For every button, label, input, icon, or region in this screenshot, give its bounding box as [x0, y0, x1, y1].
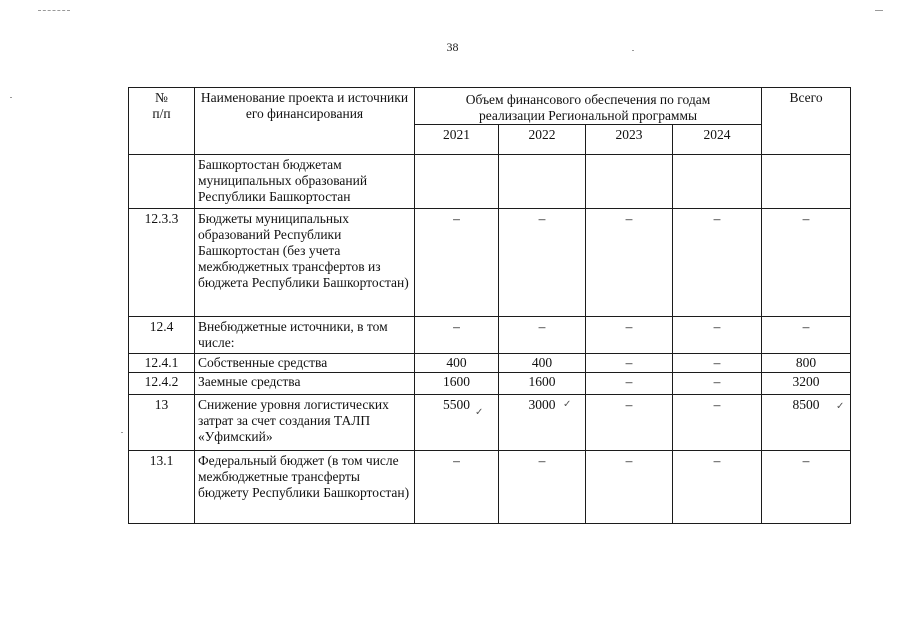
row-value-total: 800 — [762, 354, 851, 373]
header-num — [129, 88, 195, 155]
header-year — [499, 125, 586, 155]
row-value-total: – — [762, 317, 851, 354]
row-name: Внебюджетные источники, в том числе: — [195, 317, 415, 354]
budget-table — [128, 87, 851, 524]
check-mark-icon: ✓ — [836, 401, 845, 412]
row-value-total-cell — [762, 395, 851, 451]
table-row — [129, 209, 851, 317]
header-funding-group-label: Объем финансового обеспечения по годам реализации Региональной программы — [465, 92, 711, 123]
header-year-2022: 2022 — [528, 127, 556, 142]
row-value-2022: 400 — [499, 354, 586, 373]
row-value-2024: – — [673, 317, 762, 354]
row-value-2023: – — [586, 395, 673, 451]
row-value-2023: – — [586, 354, 673, 373]
scan-speck — [10, 97, 12, 98]
row-value-2024 — [673, 155, 762, 209]
table-row — [129, 395, 851, 451]
row-value-2022: – — [499, 209, 586, 317]
row-value-total: – — [762, 451, 851, 524]
row-value-2024: – — [673, 451, 762, 524]
check-mark-icon: ✓ — [563, 399, 572, 410]
row-value-2023: – — [586, 317, 673, 354]
row-num: 12.3.3 — [129, 209, 195, 317]
header-total-label: Всего — [789, 90, 823, 105]
header-year-2024: 2024 — [703, 127, 731, 142]
table-row — [129, 373, 851, 395]
table-row — [129, 451, 851, 524]
header-year-2021: 2021 — [443, 127, 470, 142]
row-name: Заемные средства — [195, 373, 415, 395]
check-mark-icon: ✓ — [475, 407, 484, 418]
row-name: Бюджеты муниципальных образований Республики Башкортостан (без учета межбюджетных трансфертов из бюджета Республики Башкортостан) — [195, 209, 415, 317]
row-value-2021: 400 — [415, 354, 499, 373]
table-row — [129, 317, 851, 354]
row-value-2023: – — [586, 209, 673, 317]
row-value-2021: 5500 — [443, 397, 470, 412]
scan-artifact-dash — [38, 10, 70, 11]
row-num: 13 — [129, 395, 195, 451]
header-total — [762, 88, 851, 155]
row-value-total: – — [762, 209, 851, 317]
header-year — [415, 125, 499, 155]
row-value-2023: – — [586, 373, 673, 395]
row-value-2022: – — [499, 317, 586, 354]
header-funding-group — [415, 88, 762, 125]
row-num: 13.1 — [129, 451, 195, 524]
row-value-total: 8500 — [792, 397, 820, 412]
row-num: 12.4 — [129, 317, 195, 354]
row-value-2021: – — [415, 317, 499, 354]
table-row — [129, 155, 851, 209]
row-num: 12.4.1 — [129, 354, 195, 373]
row-name: Башкортостан бюджетам муниципальных образований Республики Башкортостан — [195, 155, 415, 209]
row-value-2021: 1600 — [415, 373, 499, 395]
header-num-label: № п/п — [152, 90, 171, 121]
header-year — [586, 125, 673, 155]
row-value-2022: 1600 — [499, 373, 586, 395]
header-name-label: Наименование проекта и источники его финансирования — [200, 90, 409, 121]
row-value-2021 — [415, 155, 499, 209]
row-name: Федеральный бюджет (в том числе межбюджетные трансферты бюджету Республики Башкортостан) — [195, 451, 415, 524]
row-value-2022 — [499, 155, 586, 209]
row-value-2023: – — [586, 451, 673, 524]
scan-artifact-dash — [875, 10, 883, 11]
row-value-total — [762, 155, 851, 209]
page-number: 38 — [446, 40, 459, 54]
row-value-2024: – — [673, 354, 762, 373]
header-name — [195, 88, 415, 155]
row-name: Собственные средства — [195, 354, 415, 373]
row-value-2022: 3000 — [528, 397, 556, 412]
row-value-2021: – — [415, 209, 499, 317]
row-value-2022: – — [499, 451, 586, 524]
row-name: Снижение уровня логистических затрат за счет создания ТАЛП «Уфимский» — [195, 395, 415, 451]
row-value-2024: – — [673, 209, 762, 317]
row-value-2021: – — [415, 451, 499, 524]
row-value-2024: – — [673, 395, 762, 451]
row-value-total: 3200 — [762, 373, 851, 395]
header-year — [673, 125, 762, 155]
header-year-2023: 2023 — [615, 127, 643, 142]
row-value-2022-cell — [499, 395, 586, 451]
table-row — [129, 354, 851, 373]
row-value-2023 — [586, 155, 673, 209]
row-value-2024: – — [673, 373, 762, 395]
row-num: 12.4.2 — [129, 373, 195, 395]
row-num — [129, 155, 195, 209]
row-value-2021-cell — [415, 395, 499, 451]
scan-speck — [121, 432, 123, 433]
